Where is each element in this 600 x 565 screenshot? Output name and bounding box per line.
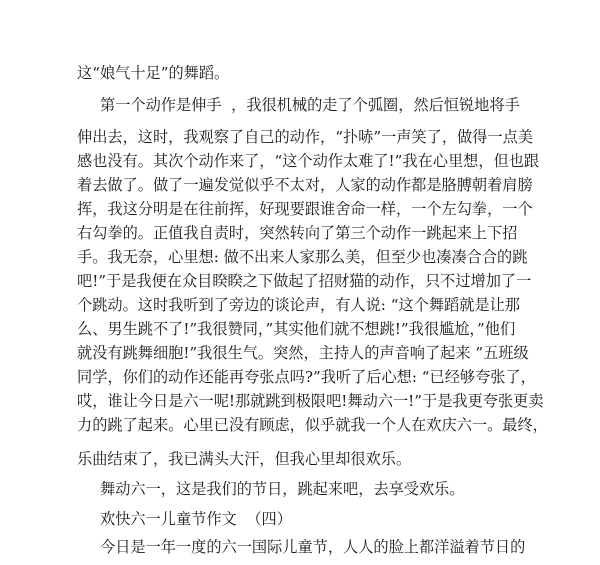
text-line: 着去做了。做了一遍发觉似乎不太对，人家的动作都是胳膊朝着肩膀 [77,176,533,194]
paragraph-first-line: 第一个动作是伸手 ，我很机械的走了个弧圈，然后恒锐地将手 [100,96,520,114]
text-line: 吧!”于是我便在众目睽睽之下做起了招财猫的动作，只不过增加了一 [77,272,532,290]
section-heading: 欢快六一儿童节作文 （四） [100,510,292,528]
paragraph-line: 舞动六一，这是我们的节日，跳起来吧，去享受欢乐。 [100,480,465,498]
text-line: 感也没有。其次个动作来了，“这个动作太难了!”我在心里想，但也跟 [77,152,540,170]
text-line: 哎，谁让今日是六一呢!那就跳到极限吧!舞动六一!”于是我更夸张更卖 [77,392,544,410]
text-line: 同学，你们的动作还能再夸张点吗?”我听了后心想: “已经够夸张了， [77,368,536,386]
text-line: 挥，我这分明是在往前挥，好现要跟谁舍命一样，一个左勾拳，一个 [77,200,533,218]
text-line: 伸出去，这时，我观察了自己的动作，“扑哧”一声笑了，做得一点美 [77,128,533,146]
text-line: 就没有跳舞细胞!”我很生气。突然，主持人的声音响了起来 ”五班级 [77,344,529,362]
text-line: 手。我无奈，心里想: 做不出来人家那么美，但至少也凑凑合合的跳 [77,248,528,266]
text-line: 右勾拳的。正值我自责时，突然转向了第三个动作一跳起来上下招 [77,224,518,242]
text-line: 么、男生跳不了!”我很赞同，”其实他们就不想跳!”我很尴尬，”他们 [77,320,516,338]
text-line: 这“娘气十足”的舞蹈。 [77,64,230,82]
paragraph-first-line: 今日是一年一度的六一国际儿童节，人人的脸上都洋溢着节日的 [100,538,526,556]
text-line: 个跳动。这时我听到了旁边的谈论声，有人说: “这个舞蹈就是让那 [77,296,520,314]
text-line: 力的跳了起来。心里已没有顾虑，似乎就我一个人在欢庆六一。最终， [77,416,548,434]
text-line: 乐曲结束了，我已满头大汗，但我心里却很欢乐。 [77,450,412,468]
